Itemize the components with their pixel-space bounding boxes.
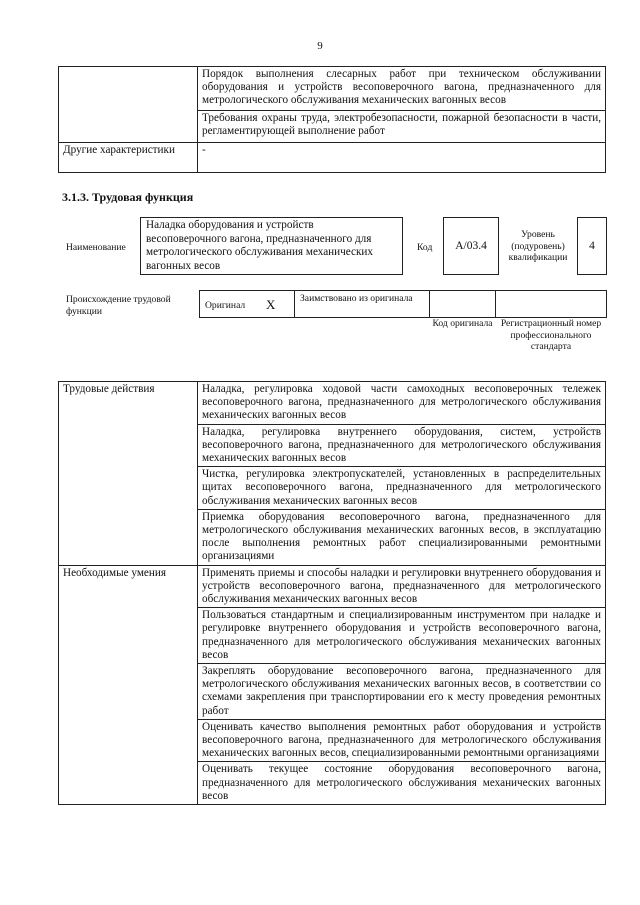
table-row — [59, 67, 606, 111]
borrowed-cell — [294, 290, 430, 318]
original-label: Оригинал — [205, 300, 246, 311]
row-text: - — [198, 143, 606, 173]
table-cell: Оценивать текущее состояние оборудования весоповерочного вагона, предназначенного для метрологического обслуживания механических вагонных весов — [198, 762, 606, 805]
section-heading: 3.1.3. Трудовая функция — [62, 190, 194, 204]
registration-number-cell — [495, 290, 607, 318]
row-label — [59, 67, 198, 143]
original-cell — [199, 290, 295, 318]
caption-registration-number: Регистрационный номер профессионального стандарта — [500, 318, 602, 352]
table-cell: Приемка оборудования весоповерочного вагона, предназначенного для метрологического обслуживания механических вагонных весов, в эксплуатацию после выполнения ремонтных работ специализированными ремонтными организациями — [198, 509, 606, 565]
table-cell: Применять приемы и способы наладки и регулировки внутреннего оборудования и устройств весоповерочного вагона, предназначенного для метрологического обслуживания механических вагонных весов — [198, 565, 606, 608]
table-cell: Наладка, регулировка внутреннего оборудования, систем, устройств весоповерочного вагона, предназначенного для метрологического обслуживания механических вагонных весов — [198, 424, 606, 467]
table-row — [59, 565, 606, 608]
continuation-table — [58, 66, 606, 173]
origin-label: Происхождение трудовой функции — [66, 294, 171, 317]
row-label: Другие характеристики — [59, 143, 198, 173]
level-label: Уровень (подуровень) квалификации — [508, 229, 568, 263]
borrowed-label: Заимствовано из оригинала — [300, 293, 413, 304]
group-label: Необходимые умения — [59, 565, 198, 804]
name-label: Наименование — [66, 242, 126, 253]
row-text: Порядок выполнения слесарных работ при техническом обслуживании оборудования и устройств весоповерочного вагона, предназначенного для метрологического обслуживания механических вагонных весов — [198, 67, 606, 111]
original-mark: Х — [266, 297, 276, 312]
table-row — [59, 382, 606, 425]
code-label: Код — [417, 242, 433, 253]
table-cell: Закреплять оборудование весоповерочного вагона, предназначенного для метрологического обслуживания механических вагонных весов, в соответствии со схемами закрепления при транспортировании его к месту проведения ремонтных работ — [198, 664, 606, 720]
function-code: А/03.4 — [443, 217, 499, 275]
group-label: Трудовые действия — [59, 382, 198, 566]
table-cell: Чистка, регулировка электропускателей, установленных в распределительных щитах весоповерочного вагона, предназначенного для метрологического обслуживания механических вагонных весов — [198, 467, 606, 510]
table-row — [59, 143, 606, 173]
function-name: Наладка оборудования и устройств весоповерочного вагона, предназначенного для метрологического обслуживания механических вагонных весов — [140, 217, 403, 275]
caption-code-original: Код оригинала — [432, 318, 493, 329]
code-original-cell — [429, 290, 496, 318]
row-text: Требования охраны труда, электробезопасности, пожарной безопасности в части, регламентирующей выполнение работ — [198, 111, 606, 143]
table-cell: Пользоваться стандартным и специализированным инструментом при наладке и регулировке внутреннего оборудования и устройств весоповерочного вагона, предназначенного для метрологического обслуживания механических вагонных весов — [198, 608, 606, 664]
qualification-level: 4 — [577, 217, 607, 275]
table-cell: Наладка, регулировка ходовой части самоходных весоповерочных тележек весоповерочного вагона, предназначенного для метрологического обслуживания механических вагонных весов — [198, 382, 606, 425]
labor-function-table — [58, 381, 606, 805]
page-number: 9 — [317, 40, 323, 52]
table-cell: Оценивать качество выполнения ремонтных работ оборудования и устройств весоповерочного вагона, предназначенного для метрологического обслуживания механических вагонных весов, специализированными ремонтными организациями — [198, 719, 606, 762]
